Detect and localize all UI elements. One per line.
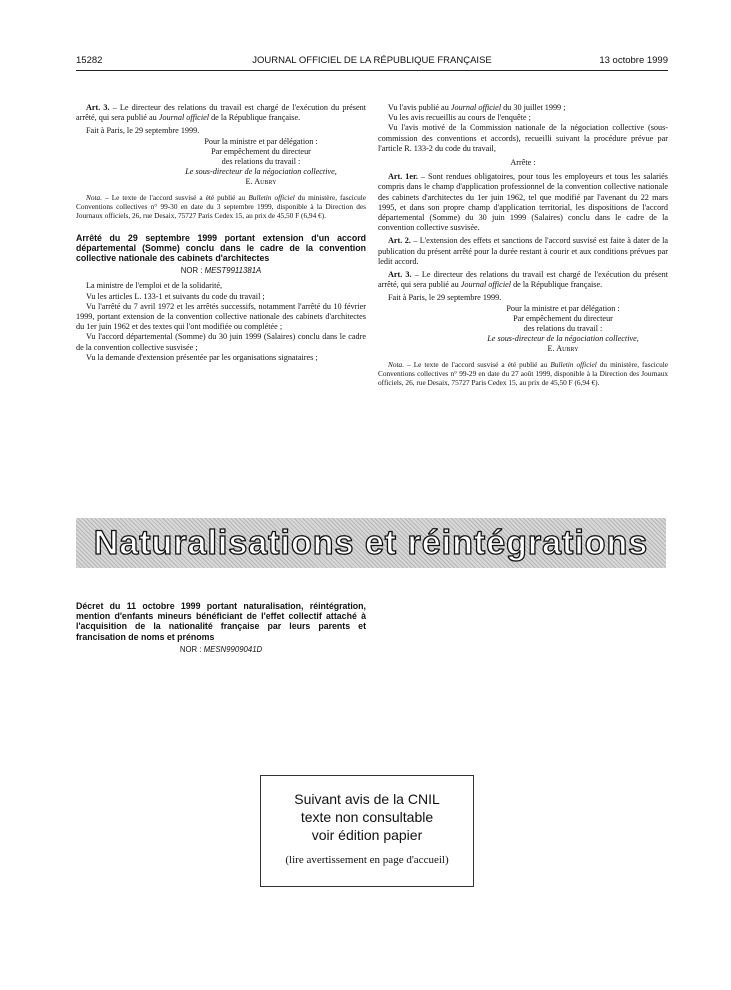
left-column bbox=[76, 103, 366, 363]
signature-block-right: Pour la ministre et par délégation : Par empêchement du directeur des relations du travail : Le sous-directeur de la négociation collective, E. Aubry bbox=[458, 304, 668, 355]
article-3-right: Art. 3. – Le directeur des relations du travail est chargé de l'exécution du présent arrêté, qui sera publié au Journal officiel de la République française. bbox=[378, 270, 668, 290]
article-2: Art. 2. – L'extension des effets et sanctions de l'accord susvisé est faite à dater de la publication du présent arrêté pour la durée restant à courir et aux conditions prévues par ledit accord. bbox=[378, 236, 668, 266]
cnil-notice-box bbox=[260, 775, 474, 887]
issue-date: 13 octobre 1999 bbox=[599, 55, 668, 66]
signature-block-left: Pour la ministre et par délégation : Par empêchement du directeur des relations du travail : Le sous-directeur de la négociation collective, E. Aubry bbox=[156, 137, 366, 188]
paragraph: La ministre de l'emploi et de la solidarité, bbox=[86, 281, 223, 291]
arrete-heading: Arrête : bbox=[510, 158, 536, 168]
article-1: Art. 1er. – Sont rendues obligatoires, pour tous les employeurs et tous les salariés compris dans le champ d'application professionnel de la convention collective nationale des cabinets d'architectes du 1er juin 1962, tel que modifié par l'avenant du 22 mars 1995, et dans son propre champ d'application territorial, les dispositions de l'accord départemental (Somme) du 30 juin 1999 (Salaires) conclu dans le cadre de la convention collective susvisée. bbox=[378, 172, 668, 233]
paragraph: Vu l'avis motivé de la Commission nationale de la négociation collective (sous-commission des conventions et accords), recueilli suivant la procédure prévue par l'article R. 133-2 du code du travail, bbox=[378, 123, 668, 153]
paragraph: Vu l'arrêté du 7 avril 1972 et les arrêtés successifs, notamment l'arrêté du 10 février 1999, portant extension de la convention collective nationale des cabinets d'architectes du 1er juin 1962 et des textes qui l'ont modifiée ou complétée ; bbox=[76, 301, 366, 332]
section-banner bbox=[76, 518, 666, 568]
paragraph: Vu l'accord départemental (Somme) du 30 juin 1999 (Salaires) conclu dans le cadre de la convention collective susvisée ; bbox=[76, 332, 366, 352]
cnil-notice-subtext: (lire avertissement en page d'accueil) bbox=[285, 854, 449, 866]
nota-right: Nota. – Le texte de l'accord susvisé a été publié au Bulletin officiel du ministère, fascicule Conventions collectives n° 99-29 en date du 27 août 1999, disponible à la Direction des Journaux officiels, 26, rue Desaix, 75727 Paris Cedex 15, au prix de 45,50 F (6,94 €). bbox=[378, 359, 668, 387]
page-number: 15282 bbox=[76, 55, 103, 66]
decret-block bbox=[76, 601, 366, 659]
paragraph: Vu la demande d'extension présentée par les organisations signataires ; bbox=[86, 352, 318, 362]
signatory-name: E. Aubry bbox=[245, 177, 277, 187]
paragraph: Vu les avis recueillis au cours de l'enquête ; bbox=[388, 113, 531, 123]
section-title: Naturalisations et réintégrations bbox=[93, 524, 649, 562]
arrete-title: Arrêté du 29 septembre 1999 portant extension d'un accord départemental (Somme) conclu dans le cadre de la convention collective nationale des cabinets d'architectes bbox=[76, 232, 366, 264]
right-column bbox=[378, 103, 668, 387]
nor-reference: NOR : MEST9911381A bbox=[180, 266, 262, 276]
decret-title: Décret du 11 octobre 1999 portant naturalisation, réintégration, mention d'enfants mineurs bénéficiant de l'effet collectif attaché à l'acquisition de la nationalité française par leurs parents et francisation de noms et prénoms bbox=[76, 601, 366, 642]
fait-left: Fait à Paris, le 29 septembre 1999. bbox=[86, 126, 200, 136]
nota-left: Nota. – Le texte de l'accord susvisé a été publié au Bulletin officiel du ministère, fascicule Conventions collectives n° 99-30 en date du 3 septembre 1999, disponible à la Direction des Journaux officiels, 26, rue Desaix, 75727 Paris Cedex 15, au prix de 45,50 F (6,94 €). bbox=[76, 192, 366, 220]
article-3-left: Art. 3. – Le directeur des relations du travail est chargé de l'exécution du présent arrêté, qui sera publié au Journal officiel de la République française. bbox=[76, 103, 366, 123]
signatory-name: E. Aubry bbox=[547, 344, 579, 354]
paragraph: Vu l'avis publié au Journal officiel du 30 juillet 1999 ; bbox=[388, 103, 566, 112]
paragraph: Vu les articles L. 133-1 et suivants du code du travail ; bbox=[86, 291, 265, 301]
cnil-notice-text: Suivant avis de la CNIL texte non consultable voir édition papier bbox=[294, 791, 440, 843]
header-rule bbox=[76, 70, 668, 71]
journal-title: JOURNAL OFFICIEL DE LA RÉPUBLIQUE FRANÇAISE bbox=[252, 55, 492, 66]
page-header bbox=[76, 55, 668, 71]
fait-right: Fait à Paris, le 29 septembre 1999. bbox=[388, 293, 502, 303]
nor-reference: NOR : MESN9909041D bbox=[179, 644, 263, 654]
